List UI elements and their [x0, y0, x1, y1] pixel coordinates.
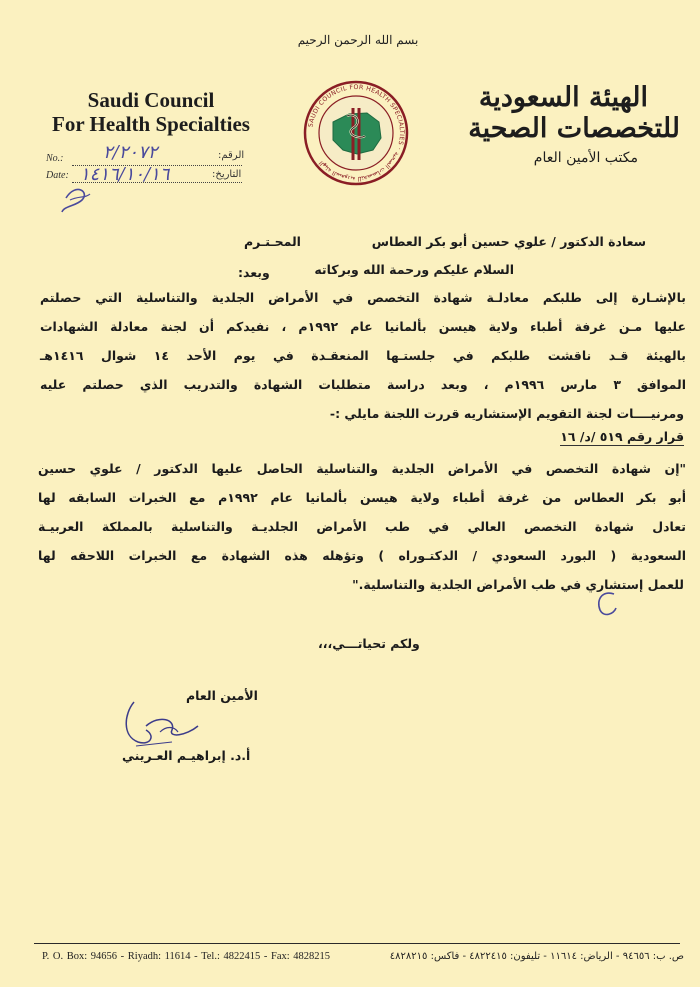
ref-no-value: ٢/٢٠٧٢ — [103, 142, 158, 163]
paragraph-line-3: بالهيئة قـد ناقشت طلبكم في جلستـها المنعقـدة في يوم الأحد ١٤ شوال ١٤١٦هـ — [40, 348, 686, 363]
footer-divider — [34, 943, 680, 944]
signatory-name: أ.د. إبراهيـم العـريني — [122, 748, 251, 763]
paragraph-line-2: عليها مـن غرفة أطباء ولاية هيسن بألمانيا عام ١٩٩٢م ، نفيدكم أن لجنة معادلة الشهادات — [40, 319, 687, 334]
decision-number: قرار رقم ٥١٩ /د/ ١٦ — [560, 429, 684, 444]
org-name-en-line-2: For Health Specialties — [52, 112, 250, 136]
ref-no-label-en: No.: — [46, 153, 64, 164]
paragraph-line-4: الموافق ٣ مارس ١٩٩٦م ، وبعد دراسة متطلبات الشهادة والتدريب الذي حصلتم عليه — [40, 377, 686, 392]
initial-mark — [592, 588, 622, 620]
date-label-en: Date: — [46, 170, 69, 181]
bismillah-calligraphy: بسم الله الرحمن الرحيم — [297, 33, 419, 47]
addressee: سعادة الدكتور / علوي حسين أبو بكر العطاس — [371, 234, 646, 249]
handwritten-mark — [56, 178, 96, 218]
paragraph-line-1: بالإشـارة إلى طلبكم معادلـة شهادة التخصص في الأمراض الجلدية والتناسلية التي حصلتم — [40, 290, 686, 305]
ref-no-label-ar: الرقم: — [218, 150, 245, 161]
signatory-title: الأمين العام — [186, 688, 258, 703]
after-greeting: وبعد: — [238, 265, 270, 280]
greeting: السلام عليكم ورحمة الله وبركاته — [314, 262, 514, 277]
decision-line-5: للعمل إستشاري في طب الأمراض الجلدية والتناسلية." — [352, 577, 684, 592]
decision-line-1: "إن شهادة التخصص في الأمراض الجلدية والتناسلية الحاصل عليها الدكتور / علوي حسين — [38, 461, 686, 476]
org-name-en-line-1: Saudi Council — [87, 88, 215, 112]
honorific: المحـتـرم — [244, 234, 301, 249]
org-name-en — [40, 88, 262, 136]
svg-text:SAUDI COUNCIL FOR HEALTH SPECI: SAUDI COUNCIL FOR HEALTH SPECIALTIES · الهيئة السعودية للتخصصات الصحية — [307, 83, 406, 183]
decision-line-3: تعادل شهادة التخصص العالي في طب الأمراض الجلديـة والتناسلية بالمملكة العربيـة — [38, 519, 686, 534]
signature — [116, 696, 206, 756]
date-value: ١٤١٦/١٠/١٦ — [80, 164, 170, 185]
org-name-ar-line-1: الهيئة السعودية — [478, 82, 648, 113]
date-label-ar: التاريخ: — [212, 169, 242, 180]
decision-line-2: أبو بكر العطاس من غرفة أطباء ولاية هيسن بألمانيا عام ١٩٩٢م مع الخبرات السابقه لها — [38, 490, 687, 505]
paragraph-line-5: ومرنيــــات لجنة التقويم الإستشاريه قررت اللجنة مايلي :- — [329, 406, 684, 421]
decision-line-4: السعودية ( البورد السعودي / الدكتـوراه ) وتؤهله هذه الشهادة مع الخبرات اللاحقه لها — [38, 548, 686, 563]
closing: ولكم تحياتـــي،،، — [318, 636, 420, 651]
office-name-ar: مكتب الأمين العام — [533, 150, 638, 166]
footer-contact-en: P. O. Box: 94656 - Riyadh: 11614 - Tel.: 4822415 - Fax: 4828215 — [42, 951, 331, 962]
org-name-ar-line-2: للتخصصات الصحية — [468, 113, 680, 144]
council-logo — [293, 80, 419, 186]
footer-contact-ar: ص. ب: ٩٤٦٥٦ - الرياض: ١١٦١٤ - تليفون: ٤٨٢٢٤١٥ - فاكس: ٤٨٢٨٢١٥ — [389, 951, 684, 962]
